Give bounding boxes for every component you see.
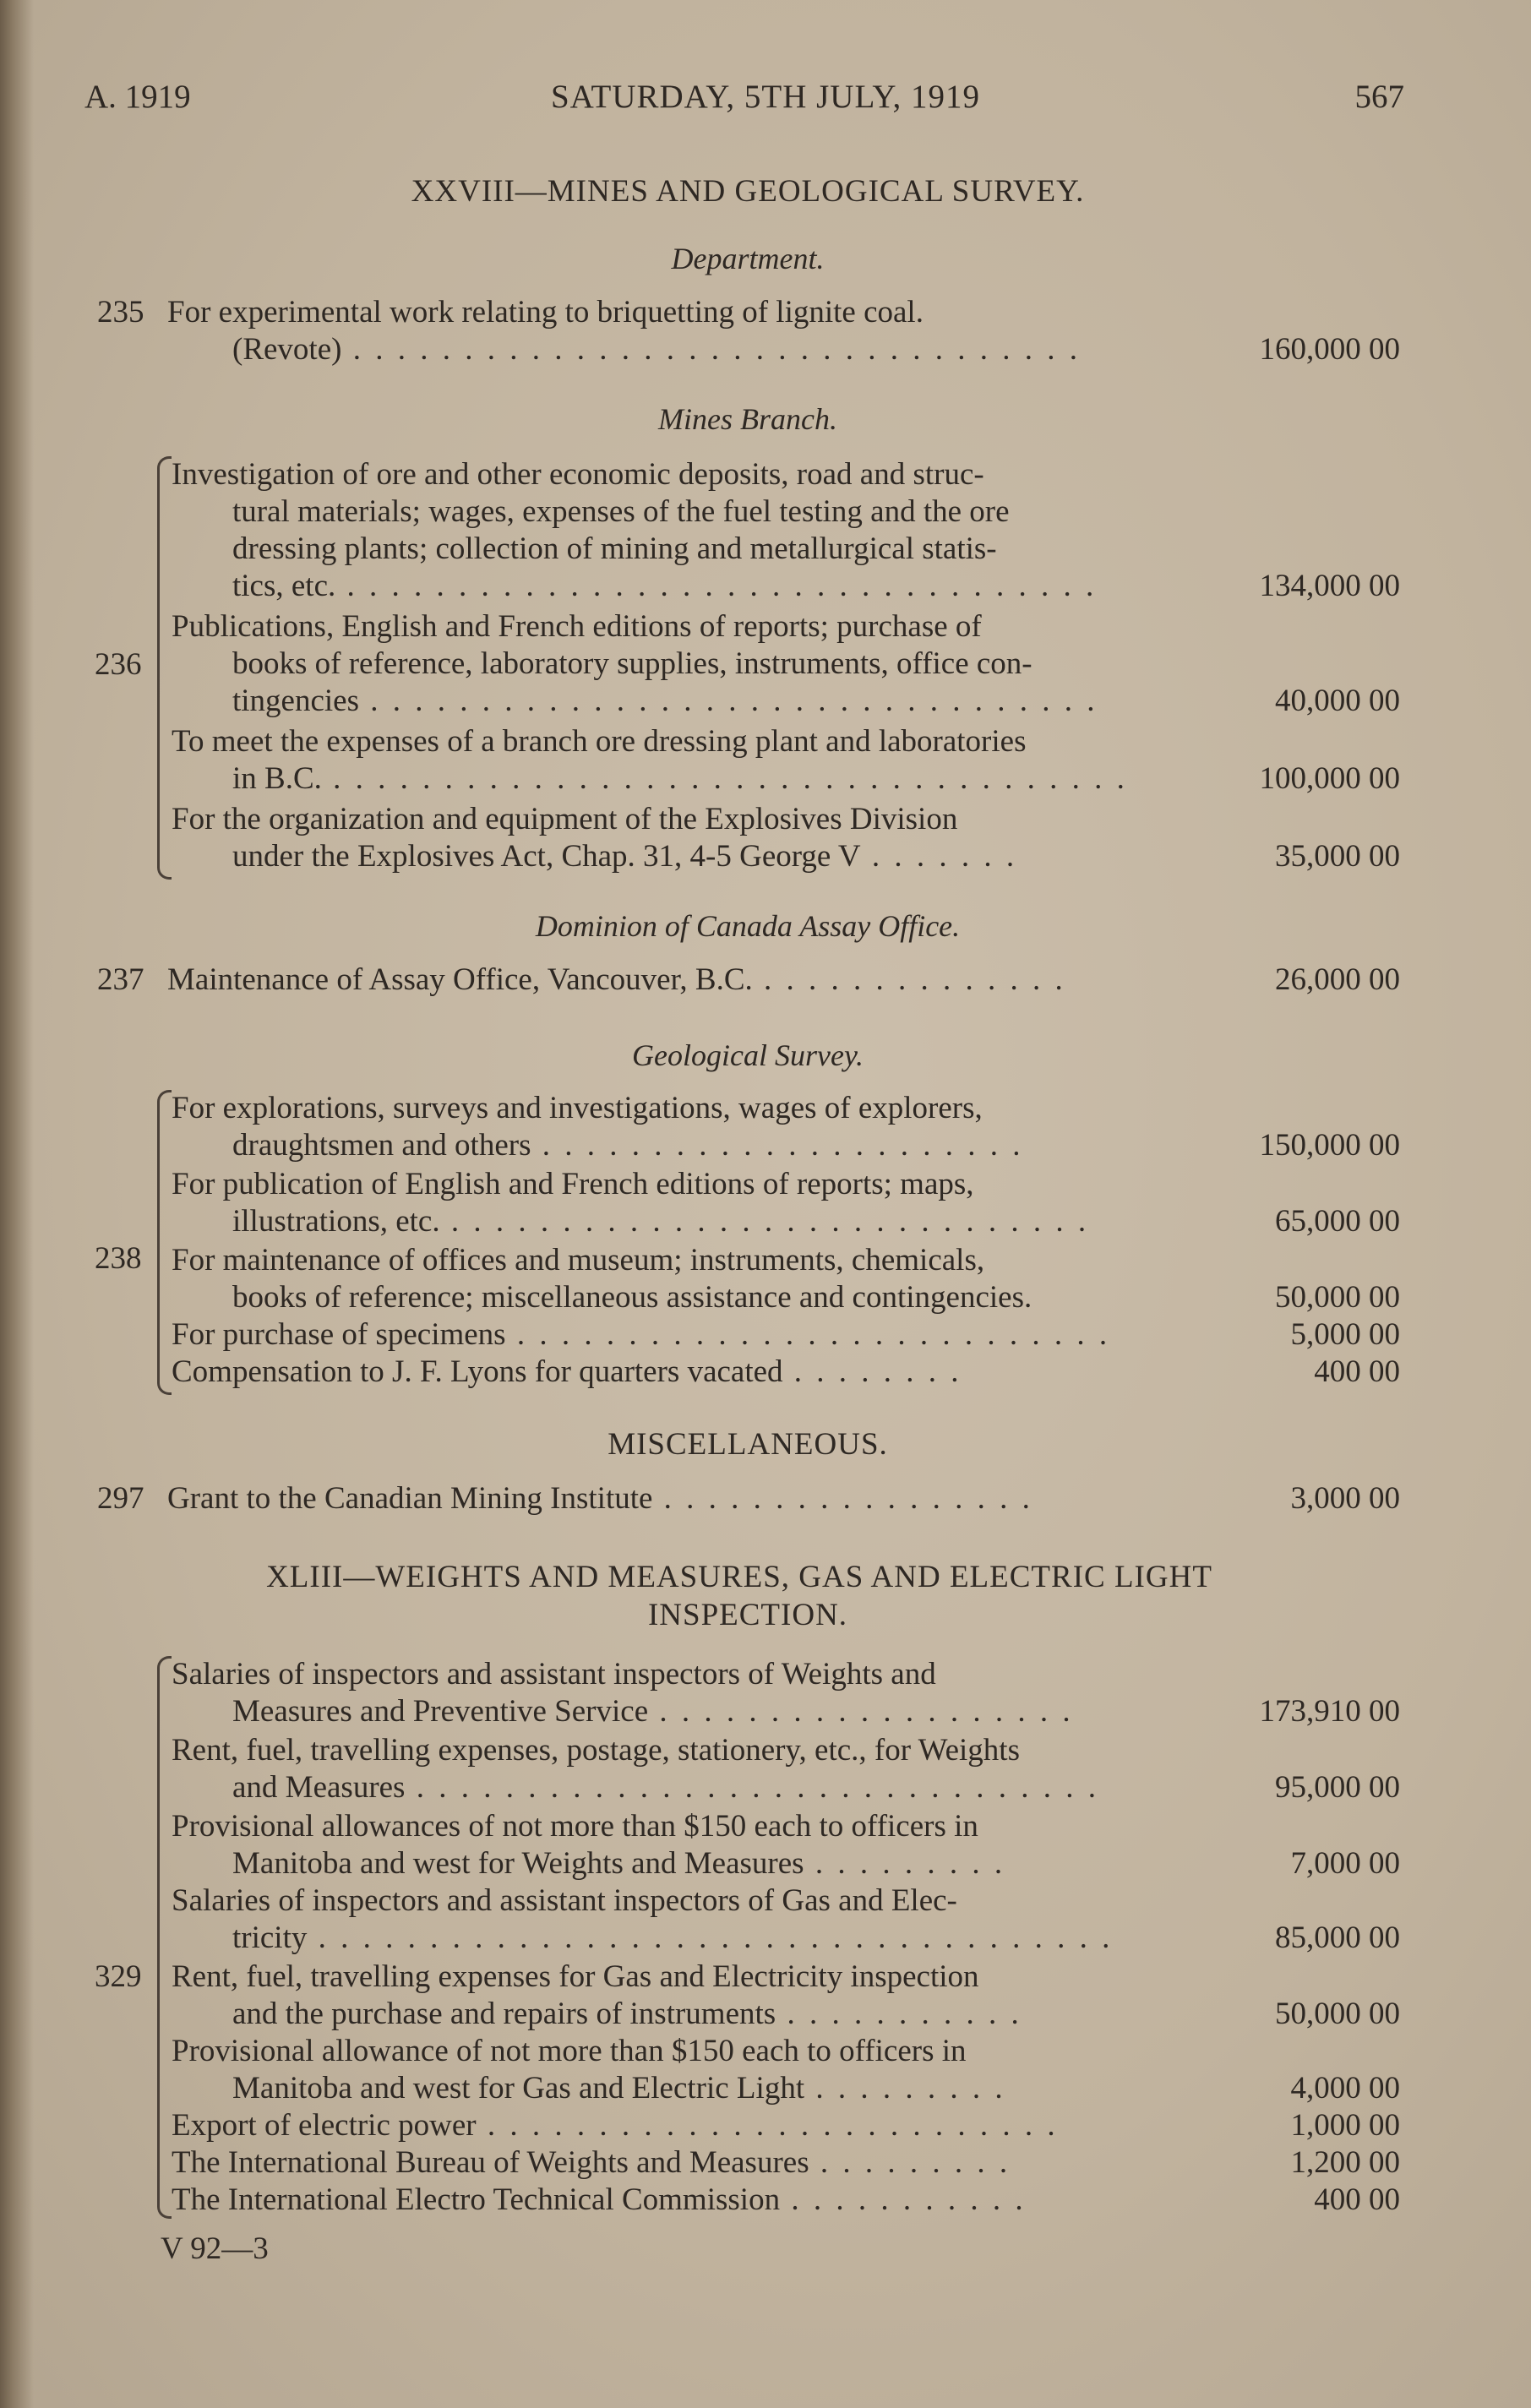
item-text-end: Maintenance of Assay Office, Vancouver, B.C.	[167, 962, 753, 997]
header-session: A. 1919	[84, 79, 191, 115]
leader-dots: . . . . . . . . . . . . . . . . . . . . . . . . . . . . . . . . . . . .	[321, 761, 1128, 796]
vote-number: 235	[97, 295, 144, 330]
item-text	[232, 1769, 1099, 1806]
item-amount: 65,000 00	[1275, 1204, 1400, 1239]
item-text-end: Compensation to J. F. Lyons for quarters vacated	[172, 1354, 783, 1389]
item-amount: 173,910 00	[1259, 1694, 1400, 1729]
footer-signature: V 92—3	[161, 2231, 269, 2266]
item-text-end: Grant to the Canadian Mining Institute	[167, 1481, 653, 1516]
subheading-department: Department.	[671, 242, 825, 275]
vote-number: 297	[97, 1481, 144, 1516]
item-amount: 1,200 00	[1290, 2145, 1400, 2180]
item-text-end: illustrations, etc.	[232, 1204, 440, 1239]
item-text-end: Measures and Preventive Service	[232, 1694, 649, 1729]
item-amount: 50,000 00	[1275, 1280, 1400, 1315]
item-text	[232, 838, 1017, 875]
item-amount: 100,000 00	[1259, 761, 1400, 796]
item-amount: 50,000 00	[1275, 1997, 1400, 2031]
leader-dots: . . . . . . . . . . . . . .	[752, 962, 1066, 997]
subheading-mines-branch: Mines Branch.	[658, 402, 837, 436]
item-text	[232, 1127, 1023, 1164]
item-text: tural materials; wages, expenses of the fuel testing and the ore	[232, 494, 1010, 529]
item-text-end: tricity	[232, 1920, 308, 1955]
item-text-end: in B.C.	[232, 761, 322, 796]
leader-dots: . . . . . . . . .	[804, 1846, 1006, 1881]
leader-dots: . . . . . . . . . . .	[776, 1997, 1022, 2031]
section-title-weights: XLIII—WEIGHTS AND MEASURES, GAS AND ELECTRIC LIGHT	[266, 1560, 1212, 1594]
leader-dots: . . . . . . . . .	[809, 2145, 1011, 2180]
item-text	[232, 1996, 1022, 2033]
item-text	[232, 568, 1097, 605]
section-title-mines: XXVIII—MINES AND GEOLOGICAL SURVEY.	[411, 174, 1085, 209]
item-amount: 4,000 00	[1290, 2071, 1400, 2106]
item-amount: 85,000 00	[1275, 1920, 1400, 1955]
item-text	[172, 2144, 1011, 2182]
item-text	[232, 1693, 1074, 1730]
item-text-end: Manitoba and west for Weights and Measures	[232, 1846, 804, 1881]
item-text: For experimental work relating to briquetting of lignite coal.	[167, 295, 924, 330]
item-text-end: and the purchase and repairs of instruments	[232, 1997, 776, 2031]
item-text-end: tingencies	[232, 684, 360, 718]
item-text: For the organization and equipment of the Explosives Division	[172, 802, 958, 836]
page-header	[0, 78, 1531, 128]
item-text	[232, 2070, 1006, 2107]
item-amount: 95,000 00	[1275, 1770, 1400, 1805]
leader-dots: . . . . . . . . . . . . . . . . . . . . . . . . . . . . . . .	[405, 1770, 1099, 1805]
item-text: For maintenance of offices and museum; instruments, chemicals,	[172, 1243, 985, 1278]
leader-dots: . . . . . . . . .	[804, 2071, 1006, 2106]
item-amount: 1,000 00	[1290, 2108, 1400, 2143]
item-text	[232, 1920, 1113, 1957]
item-text: Rent, fuel, travelling expenses for Gas and Electricity inspection	[172, 1959, 979, 1994]
item-text-end: (Revote)	[232, 332, 342, 367]
item-text	[172, 2107, 1059, 2144]
subheading-miscellaneous: MISCELLANEOUS.	[607, 1427, 888, 1462]
leader-dots: . . . . . . .	[860, 839, 1018, 874]
item-amount: 160,000 00	[1259, 332, 1400, 367]
leader-dots: . . . . . . . .	[782, 1354, 962, 1389]
leader-dots: . . . . . . . . . . . . . . . . . . .	[648, 1694, 1074, 1729]
item-text: Salaries of inspectors and assistant inspectors of Weights and	[172, 1657, 936, 1692]
item-text	[232, 1845, 1005, 1882]
item-text: books of reference; miscellaneous assistance and contingencies.	[232, 1280, 1032, 1315]
item-text: For explorations, surveys and investigations, wages of explorers,	[172, 1091, 983, 1125]
item-amount: 40,000 00	[1275, 684, 1400, 718]
item-text-end: draughtsmen and others	[232, 1128, 531, 1163]
item-text-end: Export of electric power	[172, 2108, 477, 2143]
leader-dots: . . . . . . . . . . . . . . . . . . . . . . . . . . .	[505, 1317, 1111, 1352]
item-text	[167, 1480, 1033, 1517]
item-text: Salaries of inspectors and assistant inspectors of Gas and Elec-	[172, 1883, 957, 1918]
item-amount: 3,000 00	[1290, 1481, 1400, 1516]
vote-number: 329	[95, 1959, 142, 1994]
item-amount: 400 00	[1314, 2182, 1400, 2217]
item-text	[172, 1316, 1110, 1354]
leader-dots: . . . . . . . . . . . . . . . . . . . . . . . . . . . . . . . . . . . .	[307, 1920, 1114, 1955]
item-text: For publication of English and French editions of reports; maps,	[172, 1167, 974, 1201]
leader-dots: . . . . . . . . . . . . . . . . . . . . . . . . . . . . . . . . .	[341, 332, 1081, 367]
item-text-end: The International Electro Technical Commission	[172, 2182, 781, 2217]
item-text-end: and Measures	[232, 1770, 406, 1805]
leader-dots: . . . . . . . . . . . . . . . . . . . . . . . . . . . . . . . . . .	[335, 569, 1098, 603]
header-date: SATURDAY, 5TH JULY, 1919	[550, 79, 981, 115]
item-amount: 150,000 00	[1259, 1128, 1400, 1163]
page-number: 567	[1354, 79, 1404, 115]
item-text: Publications, English and French editions of reports; purchase of	[172, 609, 982, 644]
book-spine	[0, 0, 34, 2408]
item-text-end: The International Bureau of Weights and Measures	[172, 2145, 809, 2180]
item-text-end: For purchase of specimens	[172, 1317, 506, 1352]
item-amount: 35,000 00	[1275, 839, 1400, 874]
vote-number: 238	[95, 1241, 142, 1276]
leader-dots: . . . . . . . . . . . . . . . . . . . . . .	[531, 1128, 1024, 1163]
vote-number: 237	[97, 962, 144, 997]
item-amount: 400 00	[1314, 1354, 1400, 1389]
brace	[157, 1090, 172, 1395]
item-amount: 7,000 00	[1290, 1846, 1400, 1881]
subheading-assay-office: Dominion of Canada Assay Office.	[535, 909, 961, 943]
item-text-end: tics, etc.	[232, 569, 336, 603]
leader-dots: . . . . . . . . . . .	[780, 2182, 1027, 2217]
item-text: Provisional allowances of not more than $150 each to officers in	[172, 1809, 978, 1844]
item-text	[232, 760, 1128, 798]
item-text	[172, 1354, 962, 1391]
item-text	[232, 331, 1081, 368]
item-amount: 134,000 00	[1259, 569, 1400, 603]
brace	[157, 456, 172, 880]
item-text	[232, 683, 1098, 720]
item-text	[172, 2182, 1027, 2219]
item-text: Rent, fuel, travelling expenses, postage, stationery, etc., for Weights	[172, 1733, 1020, 1768]
item-text-end: under the Explosives Act, Chap. 31, 4-5 George V	[232, 839, 861, 874]
item-text: Investigation of ore and other economic deposits, road and struc-	[172, 457, 984, 492]
leader-dots: . . . . . . . . . . . . . . . . . . . . . . . . . . . . .	[439, 1204, 1090, 1239]
item-text: To meet the expenses of a branch ore dressing plant and laboratories	[172, 724, 1027, 759]
brace	[157, 1656, 172, 2219]
item-text	[167, 962, 1066, 999]
subheading-geological-survey: Geological Survey.	[632, 1038, 864, 1072]
item-text-end: Manitoba and west for Gas and Electric Light	[232, 2071, 805, 2106]
vote-number: 236	[95, 647, 142, 682]
item-text: Provisional allowance of not more than $150 each to officers in	[172, 2034, 967, 2068]
item-amount: 26,000 00	[1275, 962, 1400, 997]
item-text	[232, 1203, 1089, 1240]
item-text: dressing plants; collection of mining and metallurgical statis-	[232, 531, 997, 566]
leader-dots: . . . . . . . . . . . . . . . . .	[652, 1481, 1033, 1516]
leader-dots: . . . . . . . . . . . . . . . . . . . . . . . . . . . . . . . . .	[359, 684, 1098, 718]
leader-dots: . . . . . . . . . . . . . . . . . . . . . . . . . .	[476, 2108, 1059, 2143]
item-text: books of reference, laboratory supplies, instruments, office con-	[232, 646, 1032, 681]
item-amount: 5,000 00	[1290, 1317, 1400, 1352]
section-title-weights-cont: INSPECTION.	[647, 1598, 848, 1632]
